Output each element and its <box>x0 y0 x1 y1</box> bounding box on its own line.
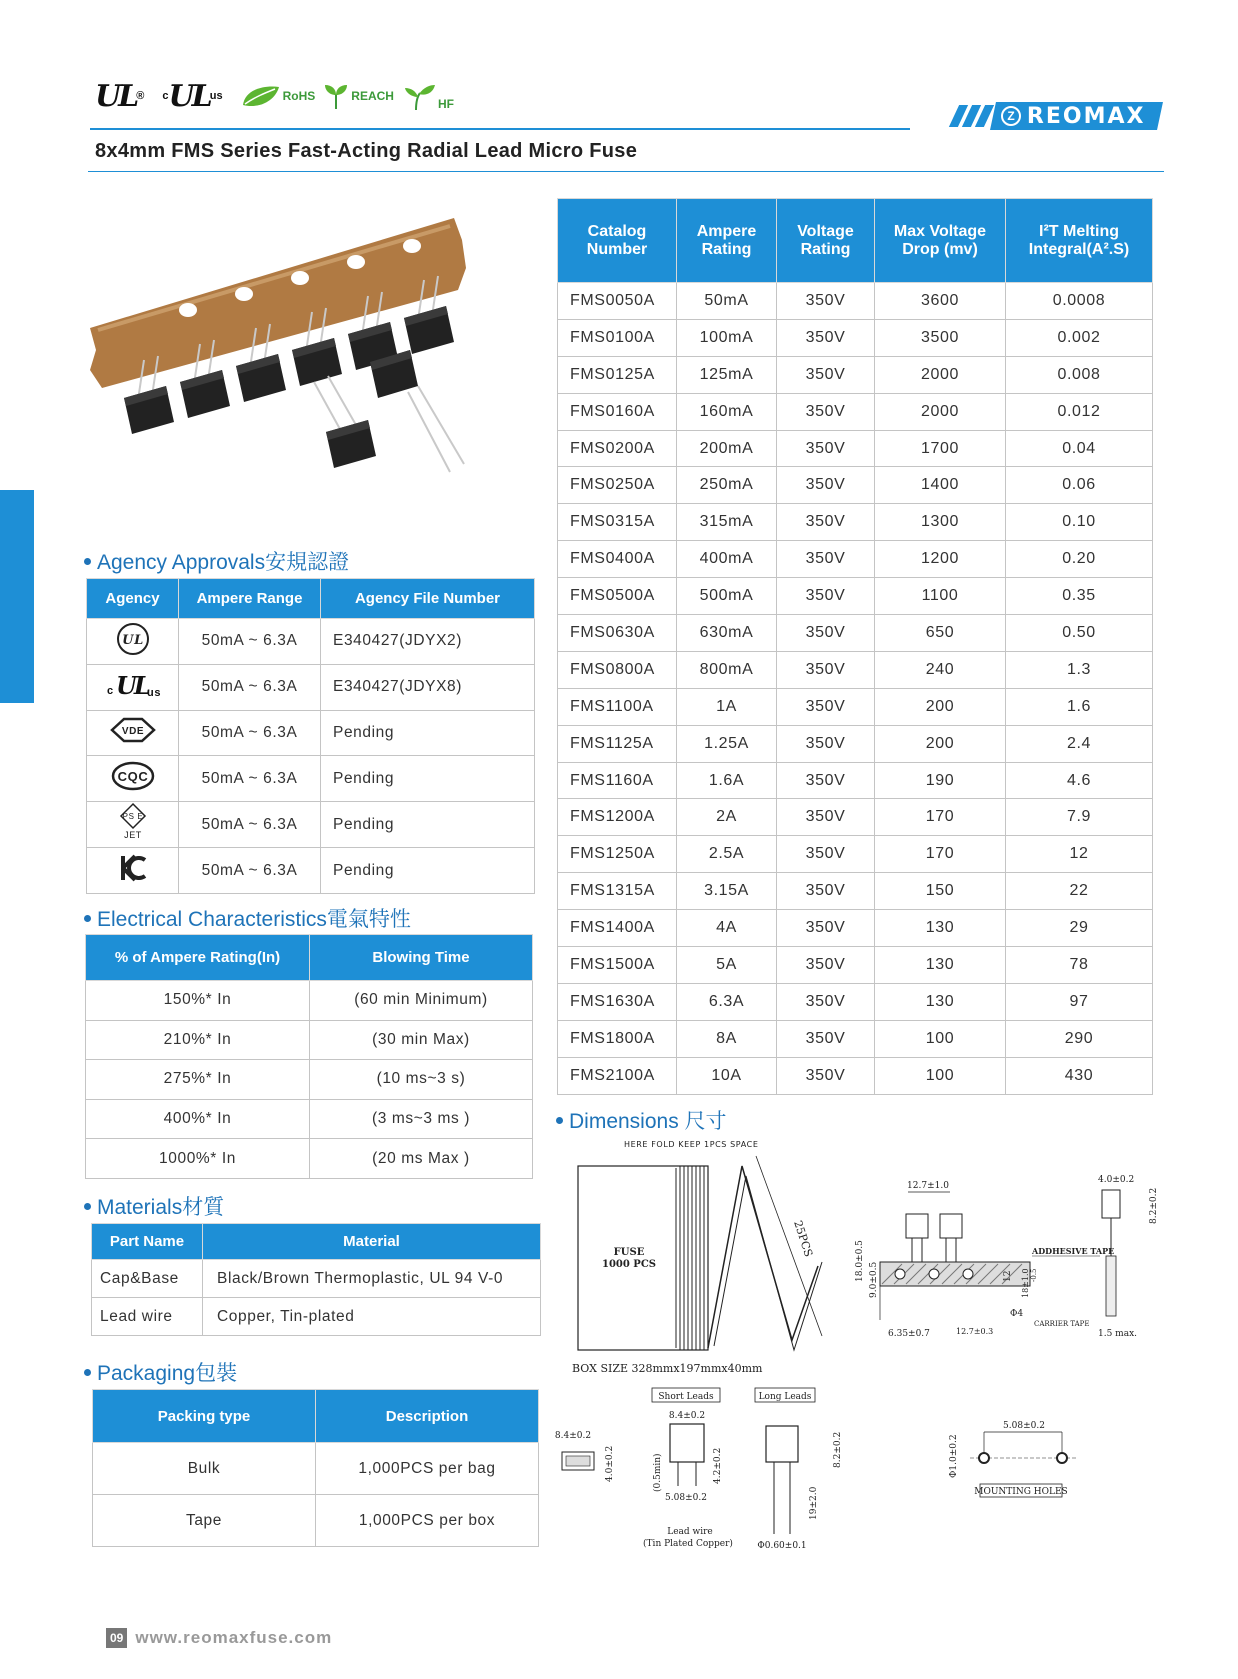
blowing-time: (10 ms~3 s) <box>310 1060 533 1100</box>
side-tab <box>0 490 34 703</box>
voltage-rating: 350V <box>777 319 875 356</box>
voltage-rating: 350V <box>777 578 875 615</box>
i2t-value: 0.002 <box>1006 319 1153 356</box>
agency-header-file: Agency File Number <box>321 579 535 619</box>
svg-text:MOUNTING HOLES: MOUNTING HOLES <box>974 1487 1068 1497</box>
catalog-number: FMS1160A <box>558 762 677 799</box>
svg-text:PS E: PS E <box>122 812 143 822</box>
catalog-number: FMS1200A <box>558 799 677 836</box>
catalog-body <box>558 283 1153 1095</box>
catalog-number: FMS1400A <box>558 910 677 947</box>
i2t-value: 1.6 <box>1006 688 1153 725</box>
agency-range: 50mA ~ 6.3A <box>179 710 321 756</box>
leaf-icon <box>241 83 281 109</box>
brand-logo <box>954 102 1160 130</box>
svg-text:VDE: VDE <box>121 726 144 738</box>
ampere-rating: 100mA <box>677 319 777 356</box>
catalog-row <box>558 762 1153 799</box>
electrical-table <box>85 934 533 1179</box>
materials-header-part: Part Name <box>92 1224 203 1260</box>
packaging-header-type: Packing type <box>93 1390 316 1443</box>
i2t-value: 0.35 <box>1006 578 1153 615</box>
ampere-rating: 250mA <box>677 467 777 504</box>
svg-text:us: us <box>146 686 161 699</box>
catalog-row <box>558 283 1153 320</box>
catalog-row <box>558 578 1153 615</box>
voltage-drop: 130 <box>875 947 1006 984</box>
certification-logos <box>95 78 454 114</box>
materials-row <box>92 1298 541 1336</box>
voltage-rating: 350V <box>777 541 875 578</box>
agency-file: E340427(JDYX8) <box>321 664 535 710</box>
electrical-header-time: Blowing Time <box>310 935 533 981</box>
blowing-time: (3 ms~3 ms ) <box>310 1099 533 1139</box>
agency-file: Pending <box>321 710 535 756</box>
catalog-number: FMS0315A <box>558 504 677 541</box>
packaging-table <box>92 1389 539 1547</box>
voltage-drop: 190 <box>875 762 1006 799</box>
agency-range: 50mA ~ 6.3A <box>179 619 321 665</box>
agency-file: Pending <box>321 802 535 848</box>
voltage-drop: 2000 <box>875 356 1006 393</box>
svg-text:18.0±0.5: 18.0±0.5 <box>855 1240 865 1282</box>
i2t-value: 0.20 <box>1006 541 1153 578</box>
ampere-rating: 6.3A <box>677 983 777 1020</box>
ampere-rating: 2A <box>677 799 777 836</box>
svg-text:12: 12 <box>1003 1270 1013 1282</box>
packaging-header-description: Description <box>316 1390 539 1443</box>
catalog-row <box>558 504 1153 541</box>
ampere-rating: 160mA <box>677 393 777 430</box>
agency-range: 50mA ~ 6.3A <box>179 756 321 802</box>
voltage-drop: 650 <box>875 615 1006 652</box>
materials-header-material: Material <box>203 1224 541 1260</box>
ampere-rating: 315mA <box>677 504 777 541</box>
electrical-row <box>86 1139 533 1179</box>
mounting-holes-drawing <box>940 1412 1100 1502</box>
leads-drawing <box>554 1382 860 1562</box>
voltage-rating: 350V <box>777 799 875 836</box>
short-leads-label: Short Leads <box>658 1392 714 1402</box>
svg-text:ADDHESIVE TAPE: ADDHESIVE TAPE <box>1032 1246 1115 1256</box>
i2t-value: 430 <box>1006 1057 1153 1094</box>
voltage-rating: 350V <box>777 1020 875 1057</box>
agency-file: E340427(JDYX2) <box>321 619 535 665</box>
catalog-row <box>558 725 1153 762</box>
catalog-table <box>557 198 1153 1095</box>
voltage-drop: 240 <box>875 651 1006 688</box>
i2t-value: 29 <box>1006 910 1153 947</box>
svg-text:4.2±0.2: 4.2±0.2 <box>713 1447 723 1484</box>
svg-text:FUSE: FUSE <box>613 1247 645 1258</box>
catalog-number: FMS0400A <box>558 541 677 578</box>
voltage-drop: 150 <box>875 873 1006 910</box>
catalog-row <box>558 983 1153 1020</box>
catalog-row <box>558 873 1153 910</box>
page-number: 09 <box>106 1628 127 1648</box>
bullet-icon <box>84 558 91 565</box>
catalog-number: FMS2100A <box>558 1057 677 1094</box>
svg-text:4.0±0.2: 4.0±0.2 <box>605 1445 615 1482</box>
catalog-row <box>558 319 1153 356</box>
voltage-drop: 100 <box>875 1057 1006 1094</box>
voltage-rating: 350V <box>777 983 875 1020</box>
ampere-rating: 630mA <box>677 615 777 652</box>
voltage-drop: 100 <box>875 1020 1006 1057</box>
i2t-value: 0.008 <box>1006 356 1153 393</box>
box-drawing <box>570 1136 845 1379</box>
svg-text:CARRIER TAPE: CARRIER TAPE <box>1034 1320 1090 1328</box>
voltage-rating: 350V <box>777 283 875 320</box>
svg-text:5.08±0.2: 5.08±0.2 <box>1003 1421 1045 1431</box>
packing-type: Bulk <box>93 1443 316 1495</box>
materials-row <box>92 1260 541 1298</box>
svg-text:UL: UL <box>121 632 144 648</box>
electrical-row <box>86 1020 533 1060</box>
catalog-number: FMS1500A <box>558 947 677 984</box>
catalog-number: FMS1800A <box>558 1020 677 1057</box>
material: Copper, Tin-plated <box>203 1298 541 1336</box>
svg-text:-0.5: -0.5 <box>1030 1268 1038 1282</box>
svg-text:1.5 max.: 1.5 max. <box>1098 1329 1138 1339</box>
voltage-rating: 350V <box>777 873 875 910</box>
packaging-row <box>93 1443 539 1495</box>
catalog-number: FMS1250A <box>558 836 677 873</box>
svg-text:4.0±0.2: 4.0±0.2 <box>1098 1175 1135 1185</box>
electrical-row <box>86 1060 533 1100</box>
catalog-row <box>558 541 1153 578</box>
voltage-drop: 1100 <box>875 578 1006 615</box>
product-photo <box>78 210 518 510</box>
voltage-drop: 170 <box>875 799 1006 836</box>
electrical-row <box>86 1099 533 1139</box>
website-link[interactable]: www.reomaxfuse.com <box>135 1628 333 1647</box>
i2t-value: 0.0008 <box>1006 283 1153 320</box>
agency-row <box>87 619 535 665</box>
svg-text:25PCS: 25PCS <box>791 1218 816 1259</box>
i2t-value: 0.06 <box>1006 467 1153 504</box>
svg-text:(0.5min): (0.5min) <box>653 1453 663 1492</box>
voltage-drop: 3500 <box>875 319 1006 356</box>
voltage-drop: 130 <box>875 983 1006 1020</box>
tape-drawing <box>850 1170 1170 1345</box>
sprout-icon <box>402 81 436 111</box>
voltage-rating: 350V <box>777 356 875 393</box>
svg-text:19±2.0: 19±2.0 <box>809 1486 819 1520</box>
i2t-value: 97 <box>1006 983 1153 1020</box>
svg-text:5.08±0.2: 5.08±0.2 <box>665 1493 707 1503</box>
culus-logo: c UL us <box>162 78 223 114</box>
bullet-icon <box>556 1117 563 1124</box>
svg-text:8.4±0.2: 8.4±0.2 <box>554 1431 592 1441</box>
catalog-number: FMS0200A <box>558 430 677 467</box>
catalog-number: FMS0125A <box>558 356 677 393</box>
agency-header-agency: Agency <box>87 579 179 619</box>
catalog-row <box>558 799 1153 836</box>
svg-text:HERE FOLD KEEP 1PCS SPACE: HERE FOLD KEEP 1PCS SPACE <box>624 1140 759 1149</box>
ampere-rating: 10A <box>677 1057 777 1094</box>
i2t-value: 0.04 <box>1006 430 1153 467</box>
title-rule <box>88 171 1164 172</box>
svg-text:12.7±1.0: 12.7±1.0 <box>907 1181 949 1191</box>
voltage-rating: 350V <box>777 467 875 504</box>
agency-row <box>87 802 535 848</box>
rating-percent: 210%* In <box>86 1020 310 1060</box>
voltage-drop: 200 <box>875 725 1006 762</box>
catalog-number: FMS0250A <box>558 467 677 504</box>
page-title: 8x4mm FMS Series Fast-Acting Radial Lead Micro Fuse <box>95 140 638 162</box>
catalog-number: FMS0050A <box>558 283 677 320</box>
electrical-heading: Electrical Characteristics電氣特性 <box>84 903 411 933</box>
ampere-rating: 800mA <box>677 651 777 688</box>
ul-icon <box>115 621 151 657</box>
voltage-drop: 1200 <box>875 541 1006 578</box>
svg-text:Φ0.60±0.1: Φ0.60±0.1 <box>757 1541 807 1551</box>
i2t-value: 2.4 <box>1006 725 1153 762</box>
catalog-number: FMS1125A <box>558 725 677 762</box>
voltage-rating: 350V <box>777 910 875 947</box>
bullet-icon <box>84 915 91 922</box>
materials-table <box>91 1223 541 1336</box>
brand-name: REOMAX <box>1027 103 1146 129</box>
rohs-logo: RoHS <box>241 83 316 109</box>
catalog-header-catalog-number: Catalog Number <box>558 199 677 283</box>
ampere-rating: 1.25A <box>677 725 777 762</box>
catalog-row <box>558 688 1153 725</box>
svg-text:18±1.0: 18±1.0 <box>1021 1268 1030 1298</box>
rating-percent: 400%* In <box>86 1099 310 1139</box>
material: Black/Brown Thermoplastic, UL 94 V-0 <box>203 1260 541 1298</box>
packing-type: Tape <box>93 1495 316 1547</box>
ampere-rating: 4A <box>677 910 777 947</box>
rating-percent: 1000%* In <box>86 1139 310 1179</box>
catalog-row <box>558 356 1153 393</box>
footer <box>106 1628 332 1648</box>
catalog-row <box>558 910 1153 947</box>
blowing-time: (20 ms Max ) <box>310 1139 533 1179</box>
ampere-rating: 5A <box>677 947 777 984</box>
svg-text:Φ4: Φ4 <box>1010 1309 1024 1319</box>
voltage-rating: 350V <box>777 1057 875 1094</box>
svg-text:CQC: CQC <box>117 769 148 785</box>
ampere-rating: 500mA <box>677 578 777 615</box>
catalog-row <box>558 1057 1153 1094</box>
svg-text:1000 PCS: 1000 PCS <box>601 1259 657 1270</box>
catalog-row <box>558 1020 1153 1057</box>
i2t-value: 1.3 <box>1006 651 1153 688</box>
electrical-row <box>86 981 533 1021</box>
svg-text:(Tin Plated Copper): (Tin Plated Copper) <box>643 1539 733 1549</box>
agency-range: 50mA ~ 6.3A <box>179 848 321 894</box>
agency-row <box>87 710 535 756</box>
agency-range: 50mA ~ 6.3A <box>179 664 321 710</box>
electrical-body <box>86 981 533 1179</box>
voltage-rating: 350V <box>777 836 875 873</box>
catalog-row <box>558 467 1153 504</box>
materials-heading: Materials材質 <box>84 1191 224 1221</box>
voltage-drop: 1300 <box>875 504 1006 541</box>
svg-text:Lead wire: Lead wire <box>667 1527 713 1537</box>
agency-row <box>87 756 535 802</box>
packaging-row <box>93 1495 539 1547</box>
catalog-row <box>558 947 1153 984</box>
svg-text:8.2±0.2: 8.2±0.2 <box>833 1431 843 1468</box>
voltage-rating: 350V <box>777 725 875 762</box>
catalog-number: FMS1315A <box>558 873 677 910</box>
svg-text:BOX SIZE 328mmx197mmx40mm: BOX SIZE 328mmx197mmx40mm <box>572 1362 763 1375</box>
svg-text:c: c <box>106 684 114 697</box>
kc-icon <box>115 850 151 886</box>
i2t-value: 0.012 <box>1006 393 1153 430</box>
voltage-drop: 170 <box>875 836 1006 873</box>
svg-text:UL: UL <box>115 670 148 700</box>
ampere-rating: 1A <box>677 688 777 725</box>
voltage-drop: 130 <box>875 910 1006 947</box>
svg-text:JET: JET <box>123 830 142 841</box>
blowing-time: (30 min Max) <box>310 1020 533 1060</box>
voltage-rating: 350V <box>777 947 875 984</box>
i2t-value: 4.6 <box>1006 762 1153 799</box>
ampere-rating: 50mA <box>677 283 777 320</box>
voltage-drop: 3600 <box>875 283 1006 320</box>
catalog-number: FMS0630A <box>558 615 677 652</box>
catalog-header-voltage-drop: Max Voltage Drop (mv) <box>875 199 1006 283</box>
i2t-value: 22 <box>1006 873 1153 910</box>
svg-text:6.35±0.7: 6.35±0.7 <box>888 1329 930 1339</box>
hf-logo: HF <box>402 81 454 111</box>
agency-file: Pending <box>321 756 535 802</box>
catalog-row <box>558 651 1153 688</box>
i2t-value: 0.10 <box>1006 504 1153 541</box>
catalog-number: FMS0800A <box>558 651 677 688</box>
i2t-value: 290 <box>1006 1020 1153 1057</box>
pse-icon <box>113 802 153 842</box>
i2t-value: 7.9 <box>1006 799 1153 836</box>
long-leads-label: Long Leads <box>758 1392 812 1402</box>
voltage-drop: 200 <box>875 688 1006 725</box>
part-name: Lead wire <box>92 1298 203 1336</box>
agency-header-range: Ampere Range <box>179 579 321 619</box>
electrical-header-rating: % of Ampere Rating(In) <box>86 935 310 981</box>
brand-rule <box>90 128 910 130</box>
catalog-header-i2t: I²T Melting Integral(A².S) <box>1006 199 1153 283</box>
svg-text:9.0±0.5: 9.0±0.5 <box>869 1261 879 1298</box>
agency-heading: Agency Approvals安規認證 <box>84 546 349 576</box>
voltage-rating: 350V <box>777 688 875 725</box>
rating-percent: 150%* In <box>86 981 310 1021</box>
reach-logo: REACH <box>323 82 394 110</box>
i2t-value: 12 <box>1006 836 1153 873</box>
ampere-rating: 3.15A <box>677 873 777 910</box>
voltage-drop: 2000 <box>875 393 1006 430</box>
rating-percent: 275%* In <box>86 1060 310 1100</box>
svg-text:Φ1.0±0.2: Φ1.0±0.2 <box>949 1434 959 1478</box>
catalog-number: FMS0500A <box>558 578 677 615</box>
voltage-drop: 1400 <box>875 467 1006 504</box>
dimensions-heading: Dimensions 尺寸 <box>556 1105 727 1135</box>
bullet-icon <box>84 1369 91 1376</box>
voltage-rating: 350V <box>777 393 875 430</box>
catalog-header-voltage-rating: Voltage Rating <box>777 199 875 283</box>
cqc-icon <box>110 760 156 792</box>
catalog-row <box>558 615 1153 652</box>
packing-description: 1,000PCS per bag <box>316 1443 539 1495</box>
packaging-heading: Packaging包裝 <box>84 1357 237 1387</box>
voltage-rating: 350V <box>777 430 875 467</box>
svg-text:12.7±0.3: 12.7±0.3 <box>956 1327 994 1336</box>
brand-circle-icon: Z <box>1001 106 1021 126</box>
agency-table <box>86 578 535 894</box>
svg-text:8.2±0.2: 8.2±0.2 <box>1149 1187 1159 1224</box>
catalog-number: FMS1630A <box>558 983 677 1020</box>
sprout-icon <box>323 82 349 110</box>
ul-logo: UL ® <box>95 78 145 114</box>
catalog-row <box>558 430 1153 467</box>
catalog-number: FMS0100A <box>558 319 677 356</box>
agency-row <box>87 664 535 710</box>
ampere-rating: 2.5A <box>677 836 777 873</box>
catalog-header-ampere-rating: Ampere Rating <box>677 199 777 283</box>
vde-icon <box>108 715 158 745</box>
catalog-number: FMS0160A <box>558 393 677 430</box>
agency-range: 50mA ~ 6.3A <box>179 802 321 848</box>
voltage-rating: 350V <box>777 762 875 799</box>
i2t-value: 0.50 <box>1006 615 1153 652</box>
voltage-rating: 350V <box>777 504 875 541</box>
ampere-rating: 1.6A <box>677 762 777 799</box>
catalog-number: FMS1100A <box>558 688 677 725</box>
catalog-header-row <box>558 199 1153 283</box>
agency-file: Pending <box>321 848 535 894</box>
catalog-row <box>558 836 1153 873</box>
culus-icon <box>103 670 163 700</box>
part-name: Cap&Base <box>92 1260 203 1298</box>
blowing-time: (60 min Minimum) <box>310 981 533 1021</box>
ampere-rating: 200mA <box>677 430 777 467</box>
voltage-drop: 1700 <box>875 430 1006 467</box>
ampere-rating: 400mA <box>677 541 777 578</box>
svg-text:8.4±0.2: 8.4±0.2 <box>668 1411 706 1421</box>
i2t-value: 78 <box>1006 947 1153 984</box>
catalog-row <box>558 393 1153 430</box>
voltage-rating: 350V <box>777 615 875 652</box>
agency-row <box>87 848 535 894</box>
ampere-rating: 8A <box>677 1020 777 1057</box>
bullet-icon <box>84 1203 91 1210</box>
ampere-rating: 125mA <box>677 356 777 393</box>
voltage-rating: 350V <box>777 651 875 688</box>
packing-description: 1,000PCS per box <box>316 1495 539 1547</box>
